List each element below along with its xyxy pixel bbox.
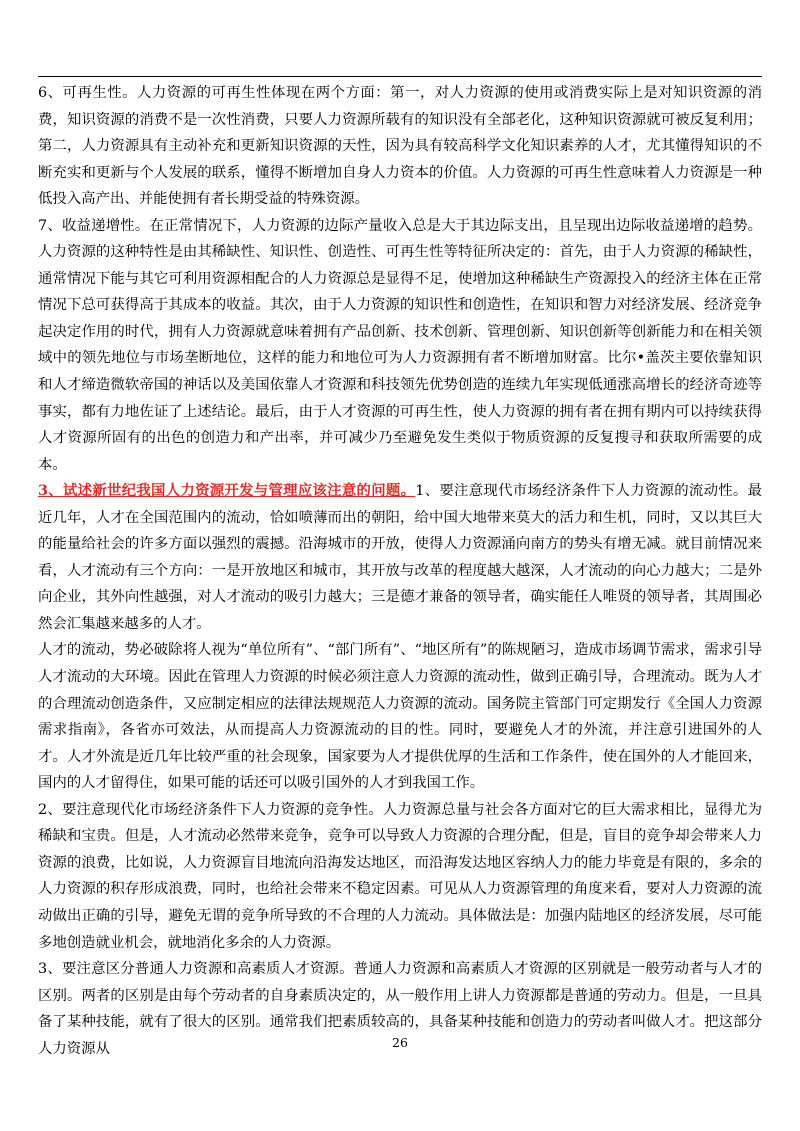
paragraph-increasing-returns: 7、收益递增性。在正常情况下，人力资源的边际产量收入总是大于其边际支出，且呈现出边际收益递增的趋势。人力资源的这种特性是由其稀缺性、知识性、创造性、可再生性等特征所决定的：首先，由于人力资源的稀缺性，通常情况下能与其它可利用资源相配合的人力资源总是显得不足，使增加这种稀缺生产资源投入的经济主体在正常情况下总可获得高于其成本的收益。其次，由于人力资源的知识性和创造性，在知识和智力对经济发展、经济竞争起决定作用的时代，拥有人力资源就意味着拥有产品创新、技术创新、管理创新、知识创新等创新能力和在相关领域中的领先地位与市场垄断地位，这样的能力和地位可为人力资源拥有者不断增加财富。比尔•盖茨主要依靠知识和人才缔造微软帝国的神话以及美国依靠人才资源和科技领先优势创造的连续九年实现低通涨高增长的经济奇迹等事实，都有力地佐证了上述结论。最后，由于人才资源的可再生性，使人力资源的拥有者在拥有期内可以持续获得人才资源所固有的出色的创造力和产出率，并可减少乃至避免发生类似于物质资源的反复搜寻和获取所需要的成本。: [38, 217, 762, 473]
question-answer-intro: 1、要注意现代市场经济条件下人力资源的流动性。最近几年，人才在全国范围内的流动，恰如喷薄而出的朝阳，给中国大地带来莫大的活力和生机，同时，又以其巨大的能量给社会的许多方面以强烈的震撼。沿海城市的开放，使得人力资源涌向南方的势头有增无减。就目前情况来看，人才流动有三个方向：一是开放地区和城市，其开放与改革的程度越大越深，人才流动的向心力越大；二是外向企业，其外向性越强，对人才流动的吸引力越大；三是德才兼备的领导者，确实能任人唯贤的领导者，其周围必然会汇集越来越多的人才。: [38, 483, 762, 632]
question-heading: 3、试述新世纪我国人力资源开发与管理应该注意的问题。: [38, 482, 416, 500]
paragraph-question-3: [38, 478, 762, 637]
paragraph-talent-distinction: 3、要注意区分普通人力资源和高素质人才资源。普通人力资源和高素质人才资源的区别就是一般劳动者与人才的区别。两者的区别是由每个劳动者的自身素质决定的，从一般作用上讲人力资源都是普通的劳动力。但是，一旦具备了某种技能，就有了很大的区别。通常我们把素质较高的，具备某种技能和创造力的劳动者叫做人才。把这部分人力资源从: [38, 961, 762, 1057]
paragraph-renewability: 6、可再生性。人力资源的可再生性体现在两个方面：第一，对人力资源的使用或消费实际上是对知识资源的消费，知识资源的消费不是一次性消费，只要人力资源所载有的知识没有全部老化，这种知识资源就可被反复利用；第二，人力资源具有主动补充和更新知识资源的天性，因为具有较高科学文化知识素养的人才，尤其懂得知识的不断充实和更新与个人发展的联系，懂得不断增加自身人力资本的价值。人力资源的可再生性意味着人力资源是一种低投入高产出、并能使拥有者长期受益的特殊资源。: [38, 85, 762, 208]
header-rule: [38, 76, 762, 77]
paragraph-talent-flow: 人才的流动，势必破除将人视为“单位所有”、“部门所有”、“地区所有”的陈规陋习，造成市场调节需求，需求引导人才流动的大环境。因此在管理人力资源的时候必须注意人力资源的流动性，做到正确引导，合理流动。既为人才的合理流动创造条件，又应制定相应的法律法规规范人力资源的流动。国务院主管部门可定期发行《全国人力资源需求指南》，各省亦可效法，从而提高人力资源流动的目的性。同时，要避免人才的外流，并注意引进国外的人才。人才外流是近几年比较严重的社会现象，国家要为人才提供优厚的生活和工作条件，使在国外的人才能回来，国内的人才留得住，如果可能的话还可以吸引国外的人才到我国工作。: [38, 642, 762, 792]
page-number: 26: [392, 1035, 408, 1050]
body-text: [38, 80, 762, 1062]
paragraph-competition: 2、要注意现代化市场经济条件下人力资源的竞争性。人力资源总量与社会各方面对它的巨大需求相比，显得尤为稀缺和宝贵。但是，人才流动必然带来竞争，竞争可以导致人力资源的合理分配，但是，盲目的竞争却会带来人力资源的浪费，比如说，人力资源盲目地流向沿海发达地区，而沿海发达地区容纳人力的能力毕竟是有限的，多余的人力资源的积存形成浪费，同时，也给社会带来不稳定因素。可见从人力资源管理的角度来看，要对人力资源的流动做出正确的引导，避免无谓的竞争所导致的不合理的人力流动。具体做法是：加强内陆地区的经济发展，尽可能多地创造就业机会，就地消化多余的人力资源。: [38, 801, 762, 951]
